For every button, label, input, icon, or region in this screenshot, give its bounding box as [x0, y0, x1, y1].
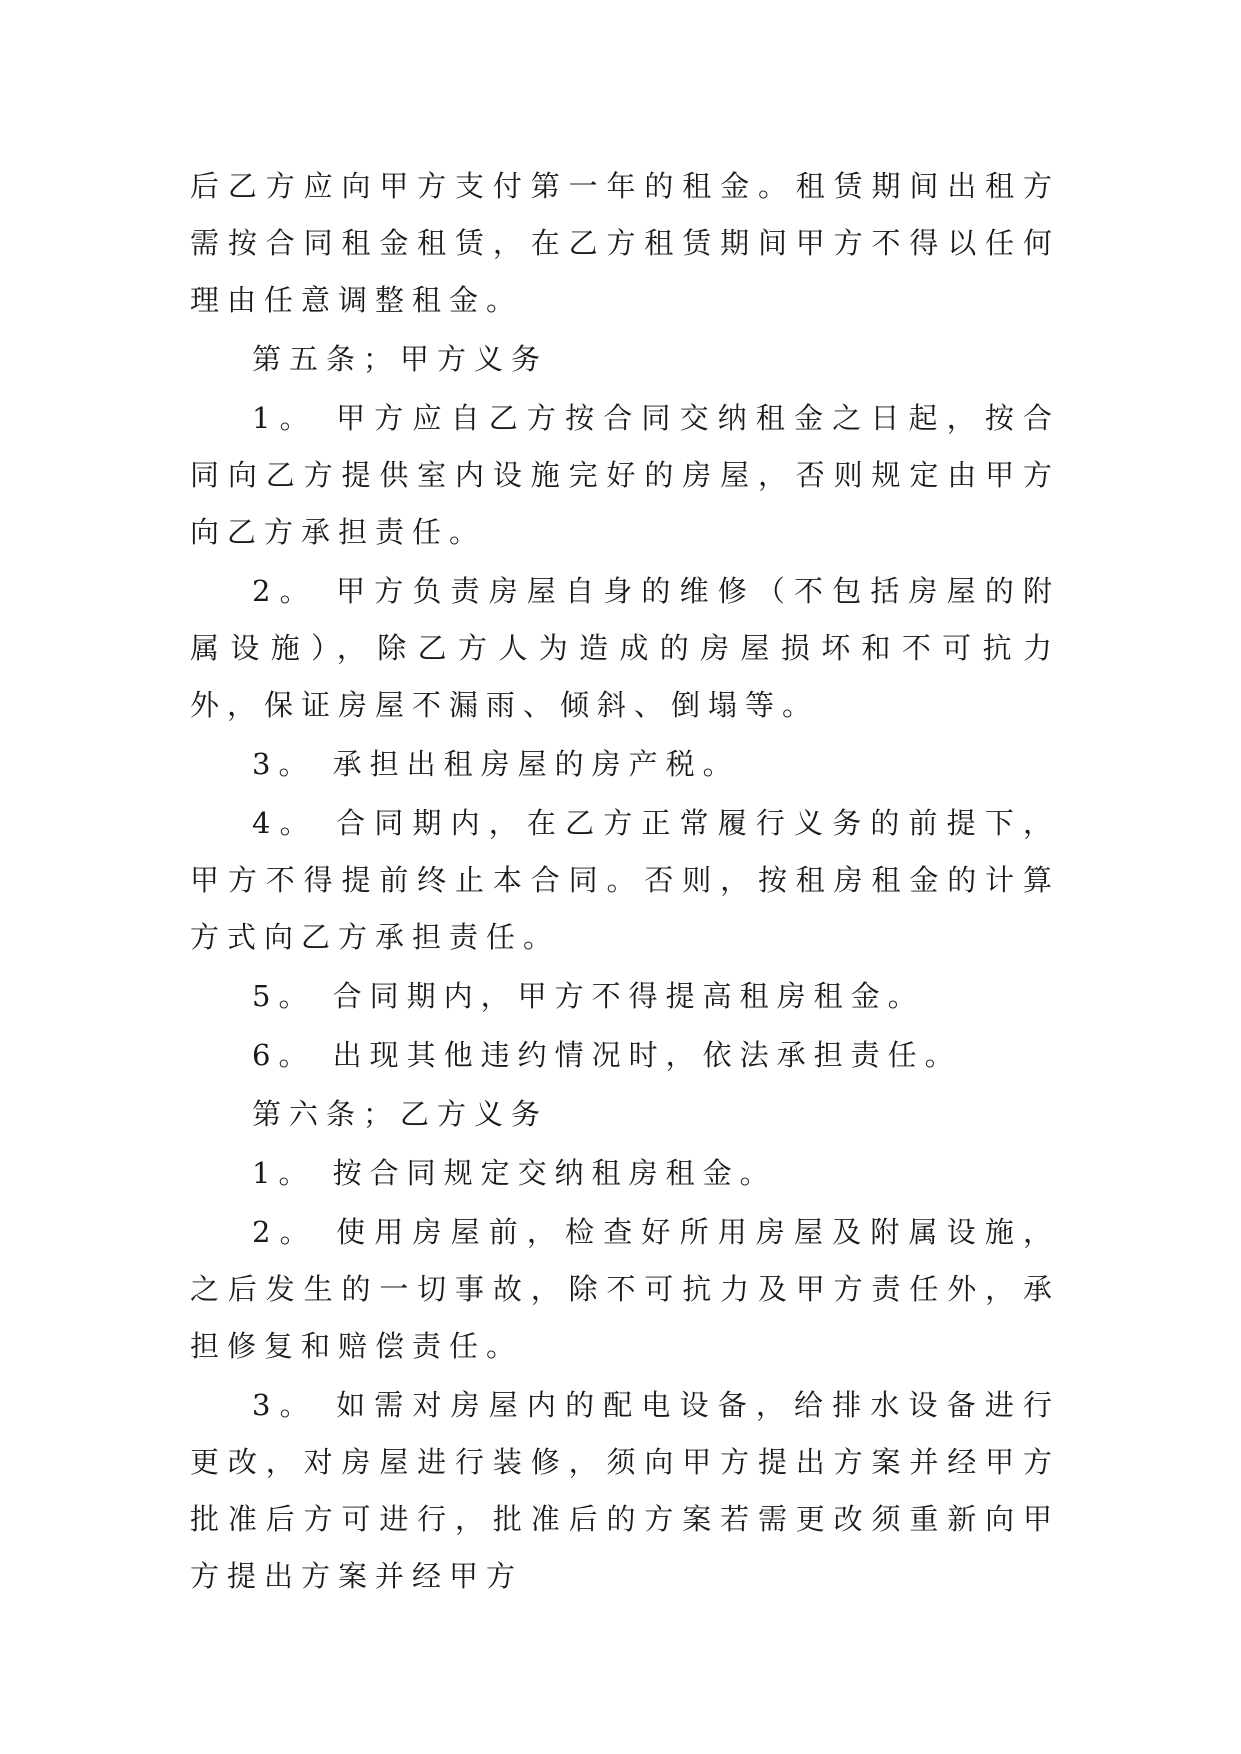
paragraph-b-duty-1: 1。 按合同规定交纳租房租金。: [252, 1156, 777, 1190]
document-body: [190, 158, 1060, 1605]
paragraph-a-duty-3: 3。 承担出租房屋的房产税。: [252, 747, 740, 781]
heading-article-5: 第五条；甲方义务: [252, 342, 549, 376]
paragraph-b-duty-3: 3。 如需对房屋内的配电设备，给排水设备进行更改，对房屋进行装修，须向甲方提出方案并经甲方批准后方可进行，批准后的方案若需更改须重新向甲方提出方案并经甲方: [190, 1388, 1060, 1593]
heading-article-6: 第六条；乙方义务: [252, 1097, 549, 1131]
paragraph-b-duty-2: 2。 使用房屋前，检查好所用房屋及附属设施，之后发生的一切事故，除不可抗力及甲方责任外，承担修复和赔偿责任。: [190, 1215, 1060, 1363]
paragraph-a-duty-6: 6。 出现其他违约情况时，依法承担责任。: [252, 1038, 962, 1072]
paragraph-a-duty-1: 1。 甲方应自乙方按合同交纳租金之日起，按合同向乙方提供室内设施完好的房屋，否则规定由甲方向乙方承担责任。: [190, 401, 1060, 549]
paragraph-rent-payment: 后乙方应向甲方支付第一年的租金。租赁期间出租方需按合同租金租赁，在乙方租赁期间甲方不得以任何理由任意调整租金。: [190, 169, 1060, 317]
paragraph-a-duty-5: 5。 合同期内，甲方不得提高租房租金。: [252, 979, 925, 1013]
paragraph-a-duty-4: 4。 合同期内，在乙方正常履行义务的前提下，甲方不得提前终止本合同。否则，按租房租金的计算方式向乙方承担责任。: [190, 806, 1060, 954]
paragraph-a-duty-2: 2。 甲方负责房屋自身的维修（不包括房屋的附属设施），除乙方人为造成的房屋损坏和不可抗力外，保证房屋不漏雨、倾斜、倒塌等。: [190, 574, 1060, 722]
